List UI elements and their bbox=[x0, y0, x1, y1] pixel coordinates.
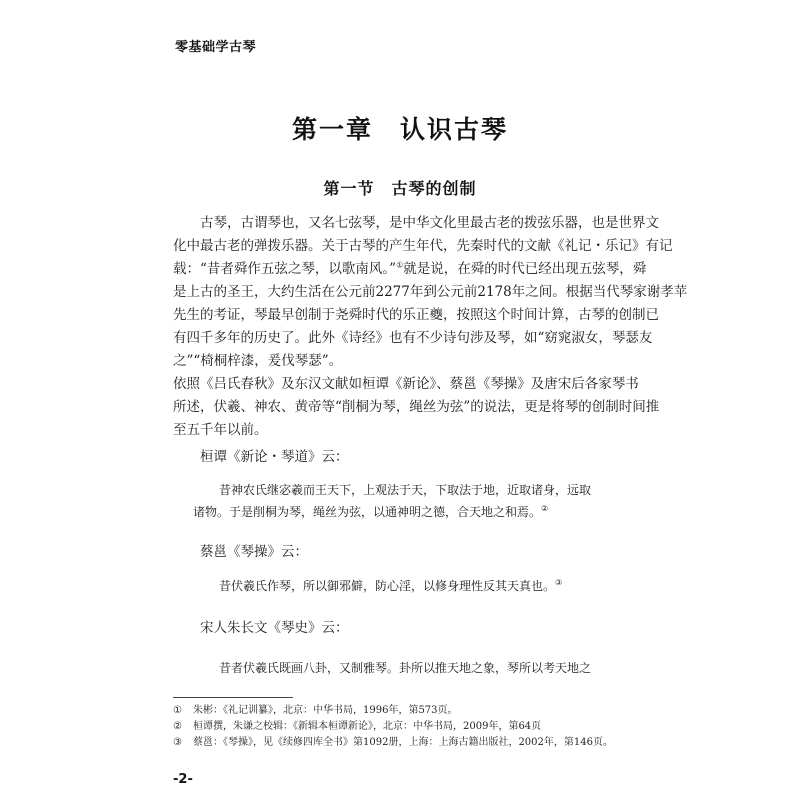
footnote-2-number: ② bbox=[173, 721, 182, 732]
footnote-1-number: ① bbox=[173, 705, 182, 716]
quote-intro-3: 宋人朱长文《琴史》云： bbox=[200, 620, 349, 636]
paragraph-1-line-4: 是上古的圣王，大约生活在公元前2277年到公元前2178年之间。根据当代琴家谢孝苹 bbox=[173, 284, 688, 300]
quote-1-line-2 bbox=[193, 502, 548, 522]
paragraph-1-line-1: 古琴，古谓琴也，又名七弦琴，是中华文化里最古老的拨弦乐器，也是世界文 bbox=[200, 215, 659, 231]
page-number: -2- bbox=[173, 772, 193, 787]
footnote-ref-1[interactable]: ① bbox=[396, 260, 404, 270]
footnote-2-text: 桓谭撰，朱谦之校辑：《新辑本桓谭新论》，北京：中华书局，2009年，第64页 bbox=[193, 721, 542, 732]
footnote-1 bbox=[173, 703, 458, 719]
paragraph-1-line-2: 化中最古老的弹拨乐器。关于古琴的产生年代，先秦时代的文献《礼记・乐记》有记 bbox=[173, 238, 673, 254]
paragraph-2-line-2: 所述，伏羲、神农、黄帝等“削桐为琴，绳丝为弦”的说法，更是将琴的创制时间推 bbox=[173, 399, 660, 415]
footnote-3 bbox=[173, 735, 613, 751]
paragraph-2-line-1: 依照《吕氏春秋》及东汉文献如桓谭《新论》、蔡邕《琴操》及唐宋后各家琴书 bbox=[173, 376, 639, 392]
quote-intro-1: 桓谭《新论・琴道》云： bbox=[200, 449, 349, 465]
paragraph-1-line-7: 之”“椅桐梓漆，爰伐琴瑟”。 bbox=[173, 353, 343, 369]
paragraph-1-line-3-text-cont: 就是说，在舜的时代已经出现五弦琴，舜 bbox=[403, 261, 647, 277]
quote-2-text: 昔伏羲氏作琴，所以御邪僻，防心淫，以修身理性反其天真也。 bbox=[219, 579, 556, 593]
footnote-3-text: 蔡邕：《琴操》，见《续修四库全书》第1092册，上海：上海古籍出版社，2002年，第146页。 bbox=[193, 737, 613, 748]
paragraph-1-line-3-text: 载：“昔者舜作五弦之琴，以歌南风。” bbox=[173, 261, 397, 277]
quote-intro-2: 蔡邕《琴操》云： bbox=[200, 544, 308, 560]
chapter-title: 第一章 认识古琴 bbox=[291, 115, 508, 144]
paragraph-1-line-5: 先生的考证，琴最早创制于尧舜时代的乐正夔，按照这个时间计算，古琴的创制已 bbox=[173, 307, 659, 323]
quote-1-line-2-text: 诸物。于是削桐为琴，绳丝为弦，以通神明之德，合天地之和焉。 bbox=[193, 505, 542, 519]
quote-3-line-1: 昔者伏羲氏既画八卦，又制雅琴。卦所以推天地之象，琴所以考天地之 bbox=[219, 661, 592, 675]
paragraph-2-line-3: 至五千年以前。 bbox=[173, 422, 268, 438]
paragraph-1-line-3 bbox=[173, 258, 646, 280]
paragraph-1-line-6: 有四千多年的历史了。此外《诗经》也有不少诗句涉及琴，如“窈窕淑女，琴瑟友 bbox=[173, 330, 653, 346]
footnote-ref-3[interactable]: ③ bbox=[555, 578, 563, 587]
section-title: 第一节 古琴的创制 bbox=[323, 179, 477, 198]
running-header: 零基础学古琴 bbox=[175, 40, 257, 55]
quote-1-line-1: 昔神农氏继宓羲而王天下，上观法于天，下取法于地，近取诸身，远取 bbox=[219, 483, 592, 497]
footnote-ref-2[interactable]: ② bbox=[541, 504, 549, 513]
footnote-1-text: 朱彬：《礼记训纂》，北京：中华书局，1996年，第573页。 bbox=[193, 705, 458, 716]
quote-2-line-1 bbox=[219, 576, 562, 596]
footnote-2 bbox=[173, 719, 541, 735]
footnote-divider bbox=[173, 697, 293, 698]
footnote-3-number: ③ bbox=[173, 737, 182, 748]
